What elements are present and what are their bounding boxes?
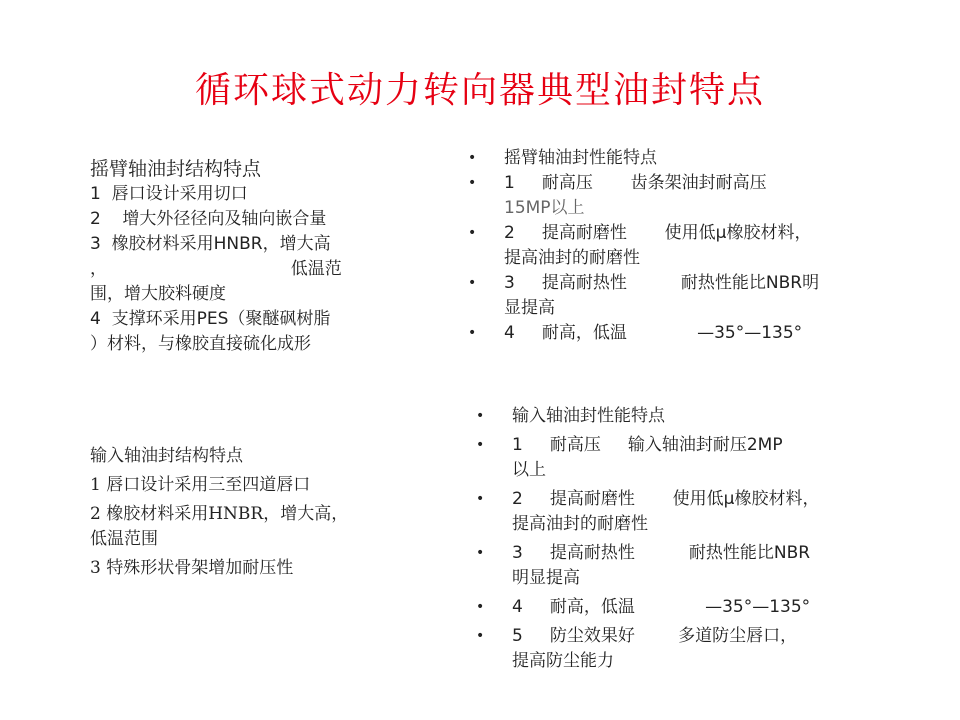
- section-heading: 输入轴油封结构特点: [90, 446, 243, 466]
- input-shaft-structure-section: [90, 444, 348, 581]
- list-item: [504, 146, 819, 171]
- item-text: • 输入轴油封性能特点: [512, 406, 665, 426]
- item-text: • 摇臂轴油封性能特点: [504, 148, 657, 168]
- item-text: • 3 提高耐热性 耐热性能比NBR: [512, 543, 811, 563]
- item-text-continued: 提高防尘能力: [512, 651, 614, 671]
- list-item: [512, 624, 819, 674]
- list-item: [512, 404, 819, 429]
- text-line: 4 支撑环采用PES（聚醚砜树脂: [90, 309, 331, 329]
- item-text: • 1 耐高压 输入轴油封耐压2MP: [512, 435, 783, 455]
- item-text: • 4 耐高，低温 —35°—135°: [512, 597, 811, 617]
- text-line: ， 低温范: [90, 259, 342, 279]
- text-line: 2 增大外径径向及轴向嵌合量: [90, 209, 327, 229]
- input-shaft-performance-list: [512, 404, 819, 674]
- item-text-continued: 提高油封的耐磨性: [512, 514, 648, 534]
- item-text-continued: 显提高: [504, 298, 555, 318]
- item-text: • 2 提高耐磨性 使用低μ橡胶材料，: [504, 223, 812, 243]
- list-item: [504, 221, 819, 271]
- rocker-shaft-structure-section: [90, 156, 342, 357]
- text-line: 1 唇口设计采用三至四道唇口: [90, 475, 311, 495]
- item-text: • 5 防尘效果好 多道防尘唇口，: [512, 626, 798, 646]
- rocker-shaft-performance-list: [504, 146, 819, 346]
- item-text-continued: 以上: [512, 460, 546, 480]
- text-line: 围，增大胶料硬度: [90, 284, 226, 304]
- item-text: • 3 提高耐热性 耐热性能比NBR明: [504, 273, 820, 293]
- list-item: [512, 433, 819, 483]
- list-item: [504, 271, 819, 321]
- text-line: 低温范围: [90, 529, 158, 549]
- text-line: ）材料，与橡胶直接硫化成形: [90, 334, 311, 354]
- item-text: • 1 耐高压 齿条架油封耐高压: [504, 173, 767, 193]
- text-line: 3 特殊形状骨架增加耐压性: [90, 558, 294, 578]
- item-text: • 2 提高耐磨性 使用低μ橡胶材料，: [512, 489, 820, 509]
- list-item: [512, 487, 819, 537]
- list-item: [512, 595, 819, 620]
- text-line: 2 橡胶材料采用HNBR，增大高，: [90, 504, 349, 524]
- text-line: 3 橡胶材料采用HNBR，增大高: [90, 234, 331, 254]
- section-heading: 摇臂轴油封结构特点: [90, 158, 262, 180]
- list-item: [504, 171, 819, 221]
- text-line: 1 唇口设计采用切口: [90, 184, 248, 204]
- item-text: • 4 耐高，低温 —35°—135°: [504, 323, 803, 343]
- list-item: [512, 541, 819, 591]
- item-text-continued: 明显提高: [512, 568, 580, 588]
- list-item: [504, 321, 819, 346]
- item-text-continued: 提高油封的耐磨性: [504, 248, 640, 268]
- item-text-continued: 15MP以上: [504, 198, 585, 218]
- slide-title: 循环球式动力转向器典型油封特点: [194, 70, 765, 111]
